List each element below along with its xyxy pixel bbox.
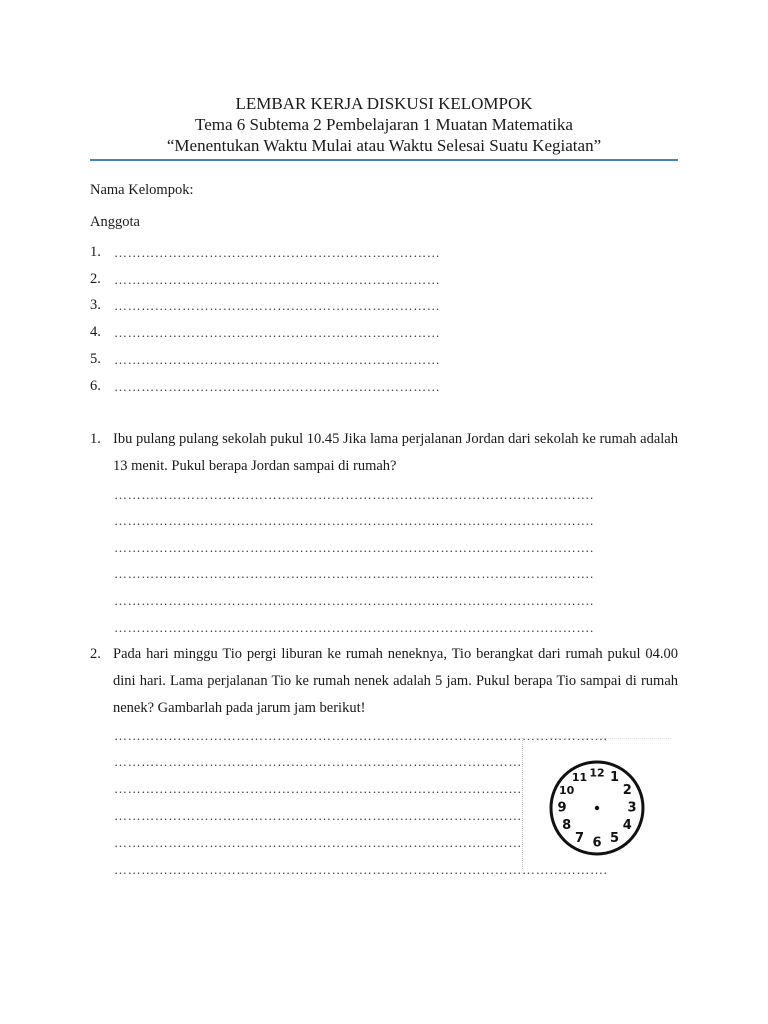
- member-blank[interactable]: ………………………………………………………………: [114, 245, 441, 260]
- member-blank[interactable]: ………………………………………………………………: [114, 298, 441, 313]
- clock-numeral: 11: [571, 771, 588, 785]
- member-number: 2.: [90, 271, 101, 287]
- member-number: 1.: [90, 244, 101, 260]
- clock-numeral: 9: [557, 800, 567, 816]
- question-number: 2.: [90, 646, 101, 662]
- clock-numeral: 2: [622, 783, 632, 798]
- answer-line[interactable]: ………………………………………………………………………………: [114, 835, 522, 850]
- header-divider: [90, 159, 678, 161]
- answer-line[interactable]: ………………………………………………………………………………: [114, 808, 522, 823]
- member-blank[interactable]: ………………………………………………………………: [114, 379, 441, 394]
- worksheet-title: LEMBAR KERJA DISKUSI KELOMPOK: [235, 94, 533, 113]
- member-number: 4.: [90, 324, 101, 340]
- member-blank[interactable]: ………………………………………………………………: [114, 272, 441, 287]
- answer-line[interactable]: ………………………………………………………………………………: [114, 754, 522, 769]
- answer-line[interactable]: …………………………………………………………………………………………….: [114, 566, 594, 581]
- answer-line[interactable]: …………………………………………………………………………………………….: [114, 513, 594, 528]
- member-blank[interactable]: ………………………………………………………………: [114, 325, 441, 340]
- group-name-label: Nama Kelompok:: [90, 182, 194, 198]
- clock-numeral: 1: [609, 770, 620, 786]
- clock-numeral: 5: [609, 830, 620, 846]
- clock-numeral: 3: [627, 800, 637, 816]
- member-number: 5.: [90, 351, 101, 367]
- member-number: 6.: [90, 378, 101, 394]
- answer-line[interactable]: ……………………………………………………………………………………………….: [114, 728, 608, 743]
- clock-numeral: 12: [589, 766, 605, 780]
- question-text: Ibu pulang pulang sekolah pukul 10.45 Jika lama perjalanan Jordan dari sekolah ke rumah adalah 13 menit. Pukul berapa Jordan sampai di rumah?: [113, 431, 678, 474]
- clock-numeral: 7: [574, 830, 585, 846]
- worksheet-subtitle: Tema 6 Subtema 2 Pembelajaran 1 Muatan Matematika: [195, 115, 573, 134]
- question-text: Pada hari minggu Tio pergi liburan ke rumah neneknya, Tio berangkat dari rumah pukul 04.00 dini hari. Lama perjalanan Tio ke rumah nenek adalah 5 jam. Pukul berapa Tio sampai di rumah nenek? Gambarlah pada jarum jam berikut!: [113, 646, 678, 716]
- clock-face-icon[interactable]: [548, 759, 646, 857]
- members-label: Anggota: [90, 214, 140, 230]
- answer-line[interactable]: …………………………………………………………………………………………….: [114, 593, 594, 608]
- member-blank[interactable]: ………………………………………………………………: [114, 352, 441, 367]
- answer-line[interactable]: …………………………………………………………………………………………….: [114, 487, 594, 502]
- question-number: 1.: [90, 431, 101, 447]
- clock-numeral: 6: [592, 835, 602, 851]
- answer-line[interactable]: ………………………………………………………………………………: [114, 781, 522, 796]
- clock-numeral: 4: [622, 818, 632, 833]
- answer-line[interactable]: ……………………………………………………………………………………………….: [114, 862, 608, 877]
- clock-center-dot: [595, 806, 599, 810]
- worksheet-topic: “Menentukan Waktu Mulai atau Waktu Selesai Suatu Kegiatan”: [166, 136, 602, 155]
- clock-numeral: 10: [559, 784, 575, 797]
- answer-line[interactable]: …………………………………………………………………………………………….: [114, 540, 594, 555]
- worksheet-header: [90, 93, 678, 156]
- answer-line[interactable]: …………………………………………………………………………………………….: [114, 620, 594, 635]
- clock-numeral: 8: [562, 818, 572, 833]
- member-number: 3.: [90, 297, 101, 313]
